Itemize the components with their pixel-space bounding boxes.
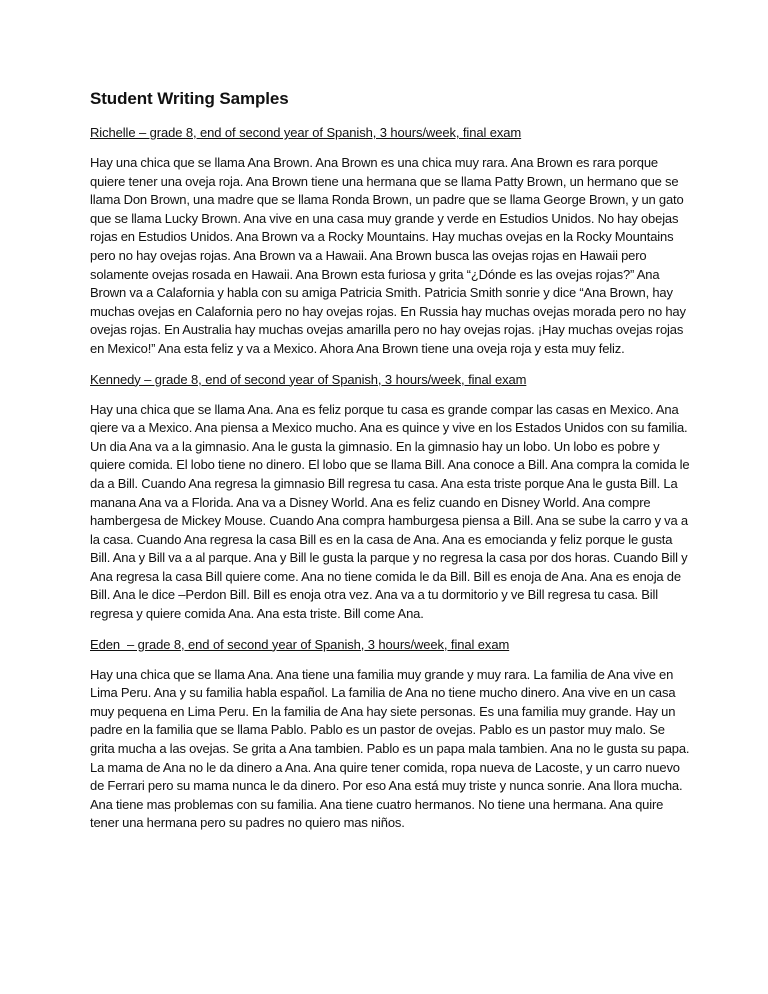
document-page bbox=[90, 88, 690, 845]
page-title: Student Writing Samples bbox=[90, 89, 289, 108]
writing-sample-eden bbox=[90, 636, 690, 833]
writing-sample-kennedy bbox=[90, 371, 690, 624]
writing-sample-richelle bbox=[90, 124, 690, 359]
sample-text: Hay una chica que se llama Ana. Ana tiene una familia muy grande y muy rara. La familia de Ana vive en Lima Peru. Ana y su familia habla español. La familia de Ana no tiene mucho dinero. Ana vive en un casa muy pequena en Lima Peru. En la familia de Ana hay siete personas. Es una familia muy grande. Hay un padre en la familia que se llama Pablo. Pablo es un pastor de ovejas. Pablo es un pastor muy malo. Se grita mucha a las ovejas. Se grita a Ana tambien. Pablo es un papa mala tambien. Ana no le gusta su papa. La mama de Ana no le da dinero a Ana. Ana quire tener comida, ropa nueva de Lacoste, y un carro nuevo de Ferrari pero su mama nunca le da dinero. Por eso Ana está muy triste y nunca sonrie. Ana llora mucha. Ana tiene mas problemas con su familia. Ana tiene cuatro hermanos. No tiene una hermana. Ana quire tener una hermana pero su padres no quiero mas niños. bbox=[90, 666, 690, 831]
sample-text: Hay una chica que se llama Ana Brown. Ana Brown es una chica muy rara. Ana Brown es rara porque quiere tener una oveja roja. Ana Brown tiene una hermana que se llama Patty Brown, un hermano que se llama Don Brown, una madre que se llama Ronda Brown, un padre que se llama George Brown, y un gato que se llama Lucky Brown. Ana vive en una casa muy grande y verde en Estudios Unidos. No hay obejas rojas en Estudios Unidos. Ana Brown va a Rocky Mountains. Hay muchas ovejas en la Rocky Mountains pero no hay ovejas rojas. Ana Brown va a Hawaii. Ana Brown busca las ovejas rojas en Hawaii pero solamente ovejas rosada en Hawaii. Ana Brown esta furiosa y grita “¿Dónde es las ovejas rojas?” Ana Brown va a Calafornia y habla con su amiga Patricia Smith. Patricia Smith sonrie y dice “Ana Brown, hay muchas ovejas en Calafornia pero no hay ovejas rojas. En Russia hay muchas ovejas morada pero no hay ovejas rojas. En Australia hay muchas ovejas amarilla pero no hay ovejas rojas. ¡Hay muchas ovejas rojas en Mexico!” Ana esta feliz y va a Mexico. Ahora Ana Brown tiene una oveja roja y esta muy feliz. bbox=[90, 155, 686, 356]
sample-heading: Kennedy – grade 8, end of second year of Spanish, 3 hours/week, final exam bbox=[90, 371, 527, 387]
sample-heading: Richelle – grade 8, end of second year of Spanish, 3 hours/week, final exam bbox=[90, 125, 522, 140]
sample-heading: Eden – grade 8, end of second year of Spanish, 3 hours/week, final exam bbox=[90, 636, 510, 652]
sample-text: Hay una chica que se llama Ana. Ana es feliz porque tu casa es grande compar las casas en Mexico. Ana qiere va a Mexico. Ana piensa a Mexico mucho. Ana es quince y vive en los Estados Unidos con su familia. Un dia Ana va a la gimnasio. Ana le gusta la gimnasio. En la gimnasio hay un lobo. Un lobo es pobre y quiere comida. El lobo tiene no dinero. El lobo que se llama Bill. Ana conoce a Bill. Ana compra la comida le da a Bill. Cuando Ana regresa la gimnasio Bill regresa tu casa. Ana esta triste porque Ana le gusta Bill. La manana Ana va a Florida. Ana va a Disney World. Ana es feliz cuando en Disney World. Ana compre hambergesa de Mickey Mouse. Cuando Ana compra hamburgesa piensa a Bill. Ana se sube la carro y va a la casa. Cuando Ana regresa la casa Bill es en la casa de Ana. Ana es emociandа y feliz porque le gusta Bill. Ana y Bill va a al parque. Ana y Bill le gusta la parque y no regresa la casa por dos horas. Cuando Bill y Ana regresa la casa Bill quiere come. Ana no tiene comida le da Bill. Bill es enoja de Ana. Ana es enoja de Bill. Ana le dice –Perdon Bill. Bill es enoja otra vez. Ana va a tu dormitorio y ve Bill regresa tu casa. Bill regresa y quiere comida Ana. Ana esta triste. Bill come Ana. bbox=[90, 401, 690, 622]
